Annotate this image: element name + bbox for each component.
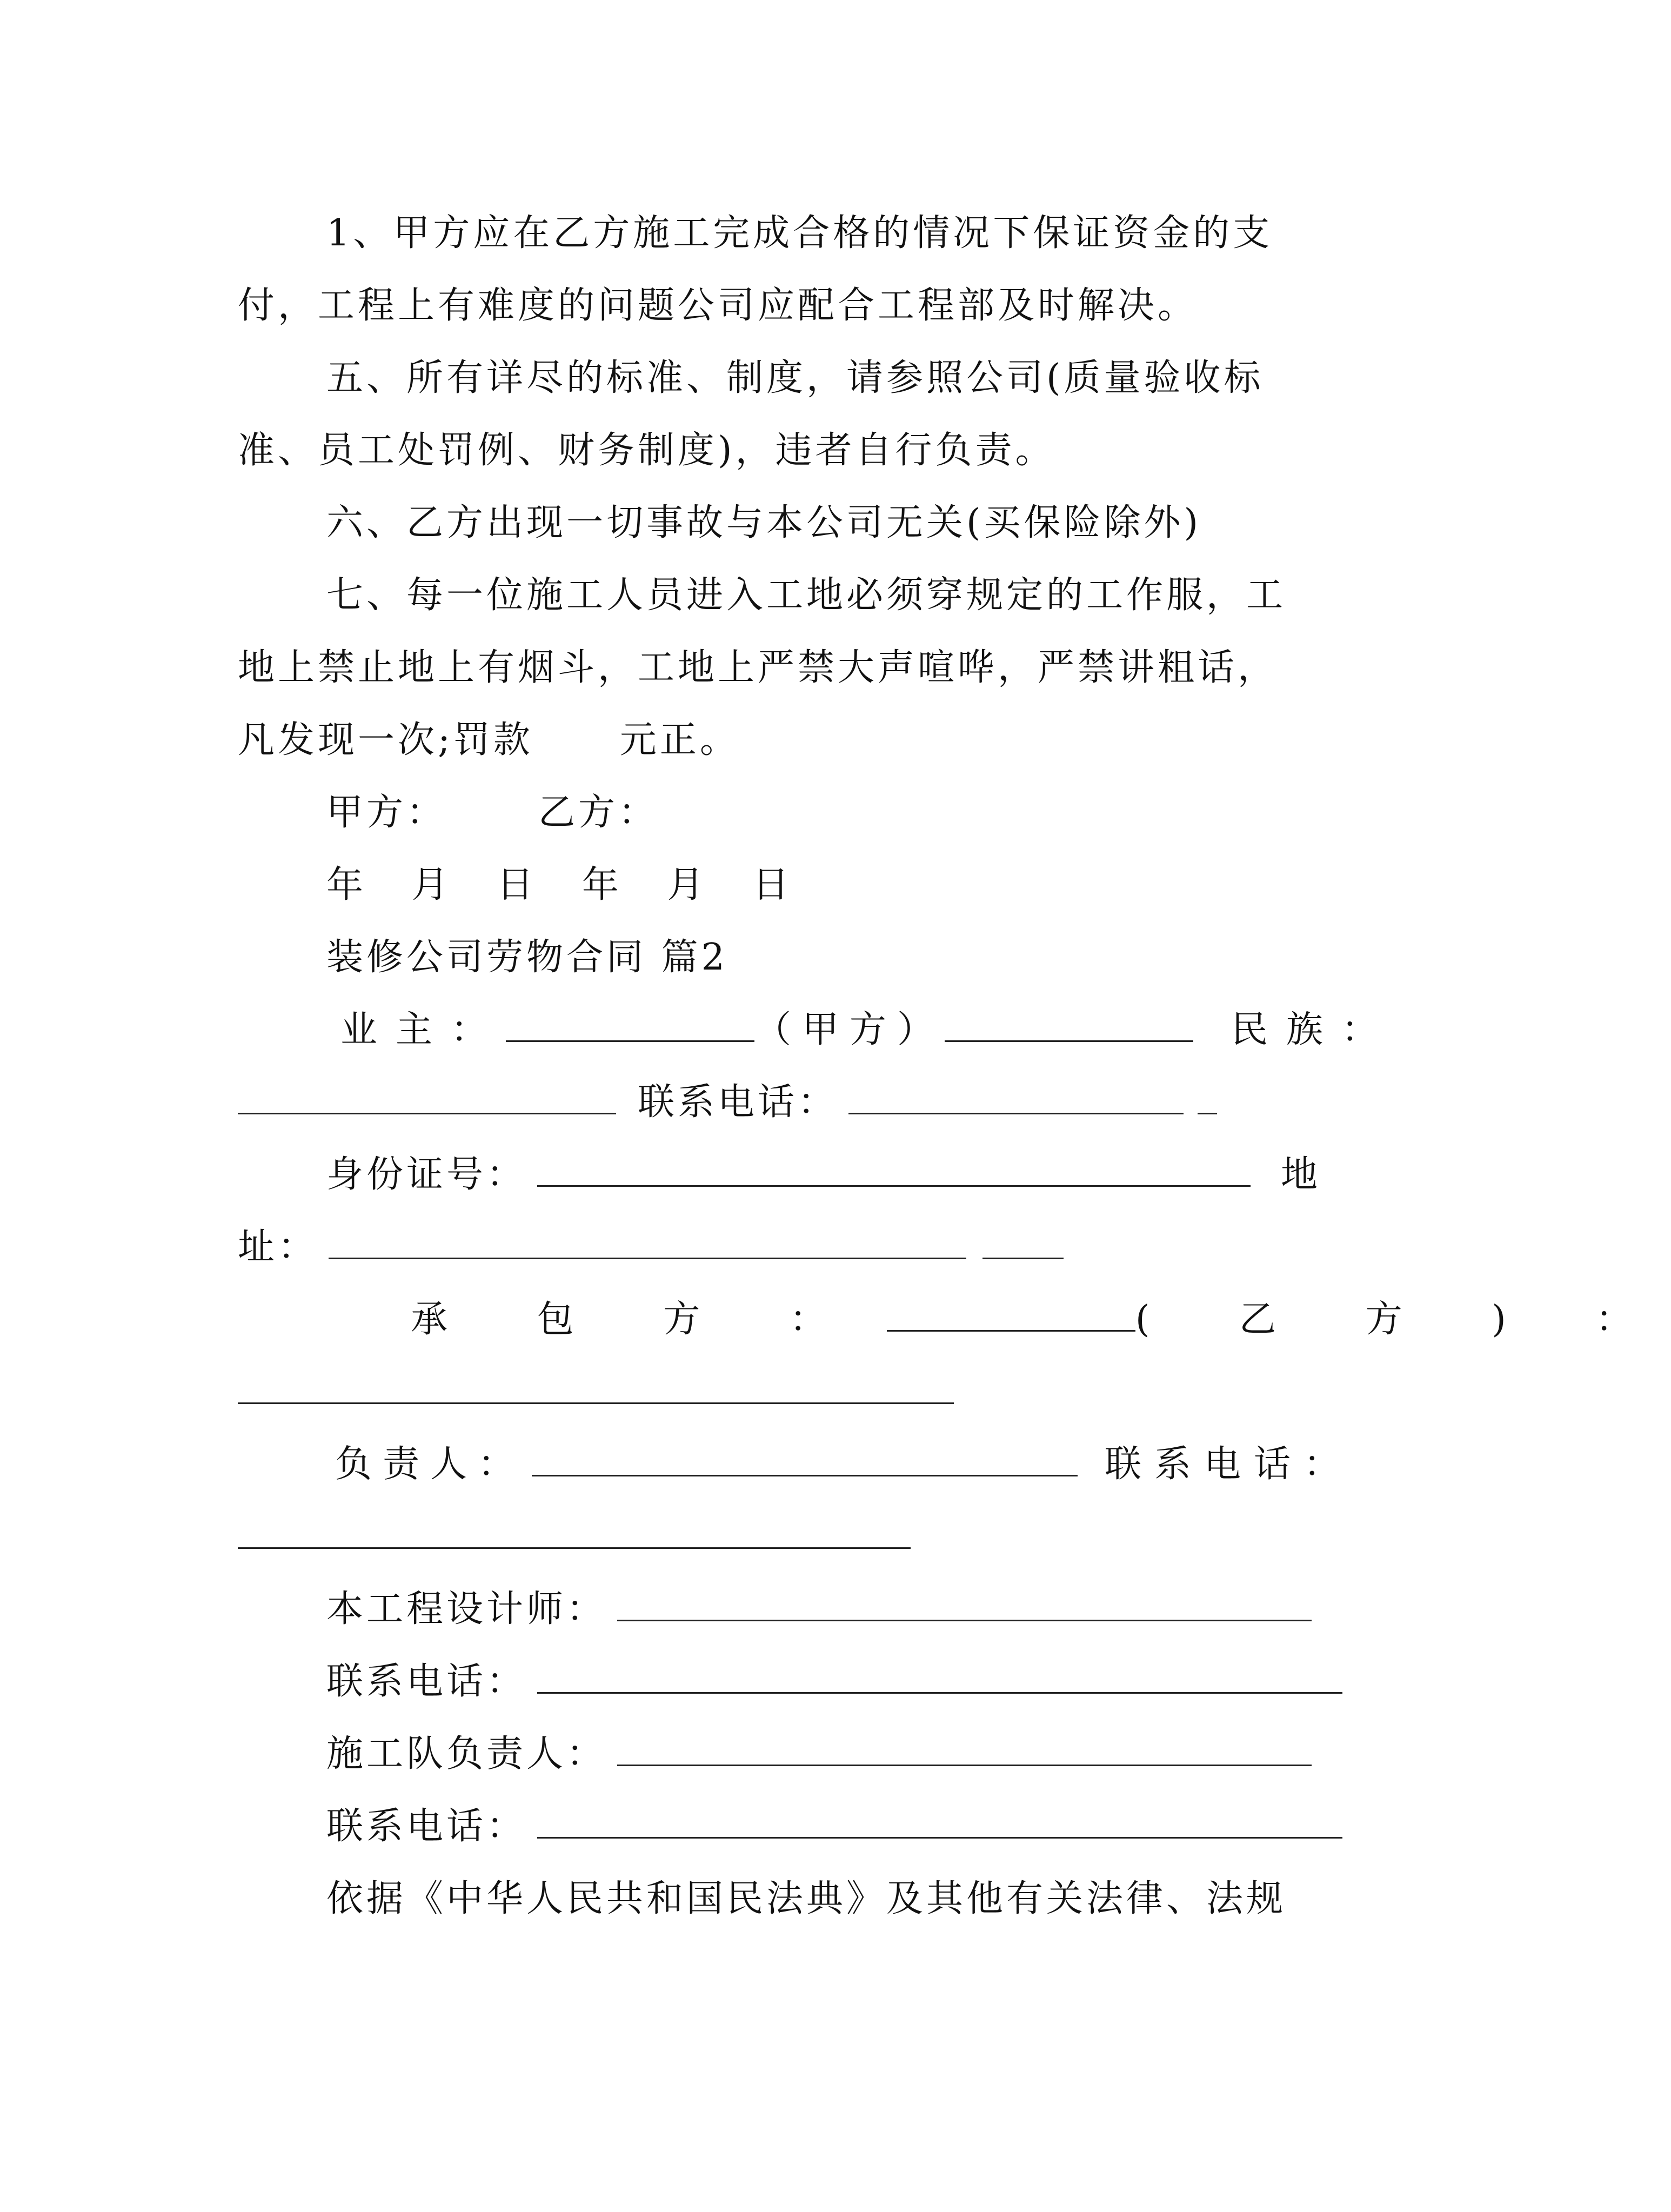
- party-a-sign-label: 甲方：: [326, 791, 447, 834]
- team-leader-phone-line: [326, 1802, 1340, 1852]
- designer-phone-blank[interactable]: [537, 1688, 1342, 1694]
- team-leader-blank[interactable]: [617, 1760, 1312, 1766]
- principal-phone-blank[interactable]: [238, 1543, 911, 1549]
- owner-name-blank[interactable]: [506, 1036, 754, 1042]
- team-leader-phone-label: 联系电话：: [326, 1805, 527, 1848]
- address-blank[interactable]: [329, 1253, 966, 1259]
- clause-7-line-2: 地上禁止地上有烟斗，工地上严禁大声喧哗，严禁讲粗话，: [238, 646, 1278, 689]
- address-blank-tail: [982, 1253, 1064, 1259]
- team-leader-label: 施工队负责人：: [326, 1733, 607, 1775]
- ethnic-blank[interactable]: [238, 1108, 616, 1114]
- legal-basis-line: 依据《中华人民共和国民法典》及其他有关法律、法规: [326, 1877, 1287, 1920]
- address-line: [238, 1222, 1340, 1272]
- owner-phone-blank[interactable]: [848, 1108, 1184, 1114]
- designer-label: 本工程设计师：: [326, 1588, 607, 1630]
- clause-7-line-3: [238, 716, 1340, 765]
- owner-phone-line: [238, 1078, 1340, 1127]
- principal-blank[interactable]: [532, 1471, 1078, 1476]
- id-number-blank[interactable]: [537, 1181, 1251, 1187]
- clause-1-line-2: 付，工程上有难度的问题公司应配合工程部及时解决。: [238, 284, 1198, 327]
- clause-7-line-1: 七、每一位施工人员进入工地必须穿规定的工作服，工: [326, 574, 1287, 617]
- clause-5-line-1: 五、所有详尽的标准、制度，请参照公司(质量验收标: [326, 357, 1264, 399]
- contractor-label: 承 包 方 ：: [411, 1298, 865, 1341]
- section-title: 装修公司劳物合同 篇2: [326, 936, 728, 979]
- contractor-blank-line: [238, 1367, 1340, 1417]
- principal-label: 负责人：: [335, 1443, 526, 1486]
- principal-phone-blank-line: [238, 1512, 1340, 1562]
- owner-blank-2[interactable]: [945, 1036, 1193, 1042]
- contractor-line: [411, 1295, 1671, 1345]
- clause-5-line-2: 准、员工处罚例、财务制度)，违者自行负责。: [238, 429, 1055, 472]
- team-leader-line: [326, 1729, 1340, 1779]
- owner-party-label: （甲方）: [754, 1008, 945, 1051]
- contractor-name-blank[interactable]: [887, 1326, 1135, 1332]
- team-leader-phone-blank[interactable]: [537, 1833, 1342, 1839]
- fine-label: 凡发现一次;罚款: [238, 719, 533, 761]
- owner-line: [340, 1005, 1397, 1055]
- party-b-sign-label: 乙方：: [538, 791, 659, 834]
- contractor-party-label: ( 乙 方 ) ：: [1135, 1298, 1671, 1341]
- owner-phone-label: 联系电话：: [638, 1081, 838, 1124]
- owner-label: 业主：: [340, 1008, 506, 1051]
- fine-unit: 元正。: [619, 719, 740, 761]
- designer-phone-label: 联系电话：: [326, 1660, 527, 1703]
- clause-1-line-1: 1、甲方应在乙方施工完成合格的情况下保证资金的支: [326, 212, 1273, 255]
- principal-phone-label: 联系电话：: [1105, 1443, 1354, 1486]
- id-label: 身份证号：: [326, 1153, 527, 1196]
- address-label-part-1: 地: [1281, 1153, 1321, 1196]
- ethnic-label: 民族：: [1231, 1008, 1397, 1051]
- address-label-part-2: 址：: [238, 1226, 318, 1268]
- id-line: [326, 1150, 1340, 1200]
- date-line: 年 月 日 年 月 日: [326, 864, 808, 906]
- contractor-blank-2[interactable]: [238, 1398, 954, 1404]
- owner-phone-blank-tail: [1198, 1108, 1217, 1114]
- principal-line: [335, 1440, 1438, 1489]
- designer-blank[interactable]: [617, 1615, 1312, 1621]
- designer-phone-line: [326, 1657, 1340, 1707]
- designer-line: [326, 1585, 1340, 1634]
- signature-line: [326, 788, 1340, 838]
- clause-6: 六、乙方出现一切事故与本公司无关(买保险除外): [326, 502, 1202, 544]
